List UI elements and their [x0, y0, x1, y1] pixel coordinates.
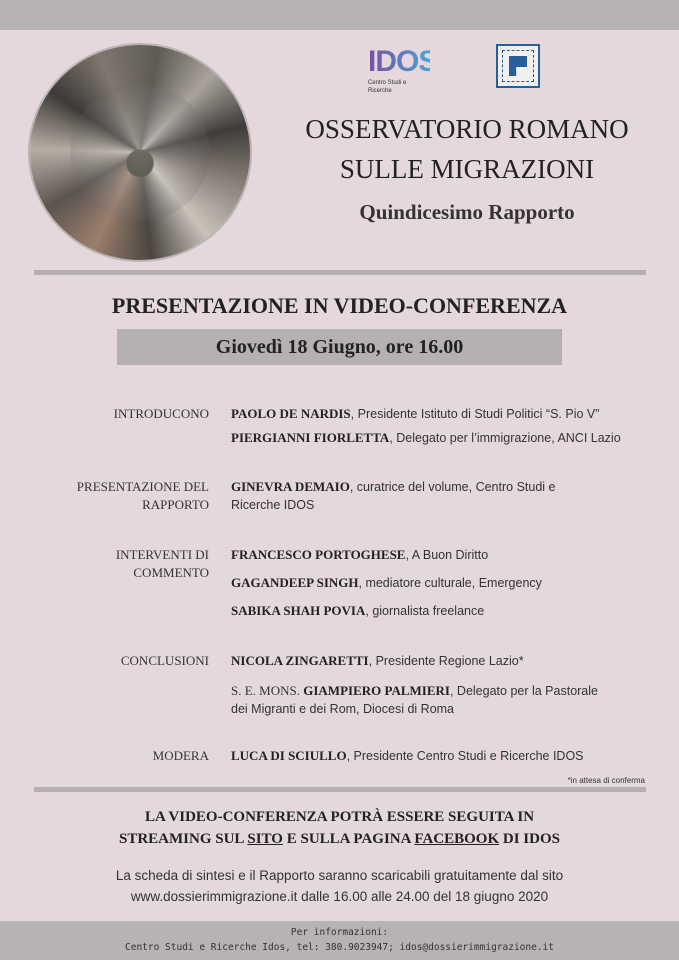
sito-link[interactable]: SITO: [247, 831, 283, 847]
label-text: CONCLUSIONI: [120, 653, 209, 668]
label-text: COMMENTO: [133, 565, 209, 580]
streaming-text: E SULLA PAGINA: [282, 831, 415, 847]
footer-contact: [0, 921, 679, 960]
speaker-entry: [231, 682, 631, 718]
label-introducono: [114, 405, 209, 423]
speaker-entry: [231, 652, 631, 670]
speaker-name: FRANCESCO PORTOGHESE: [231, 547, 406, 562]
speaker-name: NICOLA ZINGARETTI: [231, 653, 369, 668]
speaker-entry: [231, 602, 631, 620]
tiny-planet-city-image: [30, 45, 250, 260]
top-bar: [0, 0, 679, 30]
facebook-link[interactable]: FACEBOOK: [414, 831, 500, 847]
confirmation-note: *in attesa di conferma: [567, 776, 645, 785]
speaker-role: , Presidente Regione Lazio*: [368, 654, 524, 668]
streaming-text: STREAMING SUL: [119, 831, 248, 847]
speaker-role: , giornalista freelance: [365, 604, 485, 618]
download-line-1: La scheda di sintesi e il Rapporto saranno scaricabili gratuitamente dal sito: [115, 868, 564, 883]
speaker-name: GAGANDEEP SINGH: [231, 575, 359, 590]
speaker-name: PIERGIANNI FIORLETTA: [231, 430, 390, 445]
streaming-text: DI IDOS: [499, 831, 560, 847]
label-text: MODERA: [152, 748, 209, 763]
speaker-name: LUCA DI SCIULLO: [231, 748, 347, 763]
speaker-role: , Delegato per la Pastorale: [449, 684, 598, 698]
idos-logo: [368, 45, 438, 94]
title-line-2: SULLE MIGRAZIONI: [339, 154, 595, 184]
speaker-role: , Delegato per l’immigrazione, ANCI Lazio: [389, 431, 621, 445]
speaker-name: SABIKA SHAH POVIA: [231, 603, 366, 618]
speaker-name: GIAMPIERO PALMIERI: [303, 683, 450, 698]
event-date-box: Giovedì 18 Giugno, ore 16.00: [117, 329, 562, 365]
label-text: INTERVENTI DI: [115, 547, 209, 562]
speaker-role-continued: dei Migranti e dei Rom, Diocesi di Roma: [231, 702, 455, 716]
speaker-role: , Presidente Istituto di Studi Politici “S. Pio V”: [350, 407, 600, 421]
speaker-role-continued: Ricerche IDOS: [231, 498, 315, 512]
label-text: INTRODUCONO: [113, 406, 209, 421]
speaker-role: , mediatore culturale, Emergency: [358, 576, 542, 590]
speaker-entry: [231, 546, 631, 564]
event-heading: PRESENTAZIONE IN VIDEO-CONFERENZA: [111, 293, 568, 318]
streaming-line-1: LA VIDEO-CONFERENZA POTRÀ ESSERE SEGUITA IN: [144, 809, 535, 825]
download-line-2: www.dossierimmigrazione.it dalle 16.00 alle 24.00 del 18 giugno 2020: [130, 889, 549, 904]
speaker-entry: [231, 429, 631, 447]
label-interventi: [116, 546, 209, 582]
divider-top: [34, 270, 646, 275]
report-subtitle: Quindicesimo Rapporto: [359, 200, 575, 224]
idos-logo-mark: IDOS: [368, 45, 438, 78]
speaker-role: , A Buon Diritto: [405, 548, 489, 562]
speaker-entry: [231, 405, 631, 423]
speaker-role: , curatrice del volume, Centro Studi e: [349, 480, 556, 494]
footer-line-2: Centro Studi e Ricerche Idos, tel: 380.9023947; idos@dossierimmigrazione.it: [125, 942, 554, 953]
label-text: RAPPORTO: [142, 497, 209, 512]
streaming-line-2: [0, 828, 679, 850]
speaker-title-prefix: S. E. MONS.: [231, 683, 304, 698]
footer-line-1: Per informazioni:: [290, 927, 389, 938]
title-line-1: OSSERVATORIO ROMANO: [305, 114, 629, 144]
speaker-name: PAOLO DE NARDIS: [231, 406, 351, 421]
speaker-name: GINEVRA DEMAIO: [231, 479, 350, 494]
label-text: PRESENTAZIONE DEL: [76, 479, 209, 494]
label-modera: [153, 747, 209, 765]
speaker-role: , Presidente Centro Studi e Ricerche IDOS: [346, 749, 584, 763]
label-presentazione: [77, 478, 209, 514]
speaker-entry: [231, 478, 631, 514]
speaker-entry: [231, 574, 631, 592]
pio-v-logo: [496, 44, 540, 88]
divider-bottom: [34, 787, 646, 792]
idos-logo-subtitle: Centro Studi e Ricerche: [368, 80, 407, 94]
speaker-entry: [231, 747, 631, 765]
label-conclusioni: [121, 652, 209, 670]
